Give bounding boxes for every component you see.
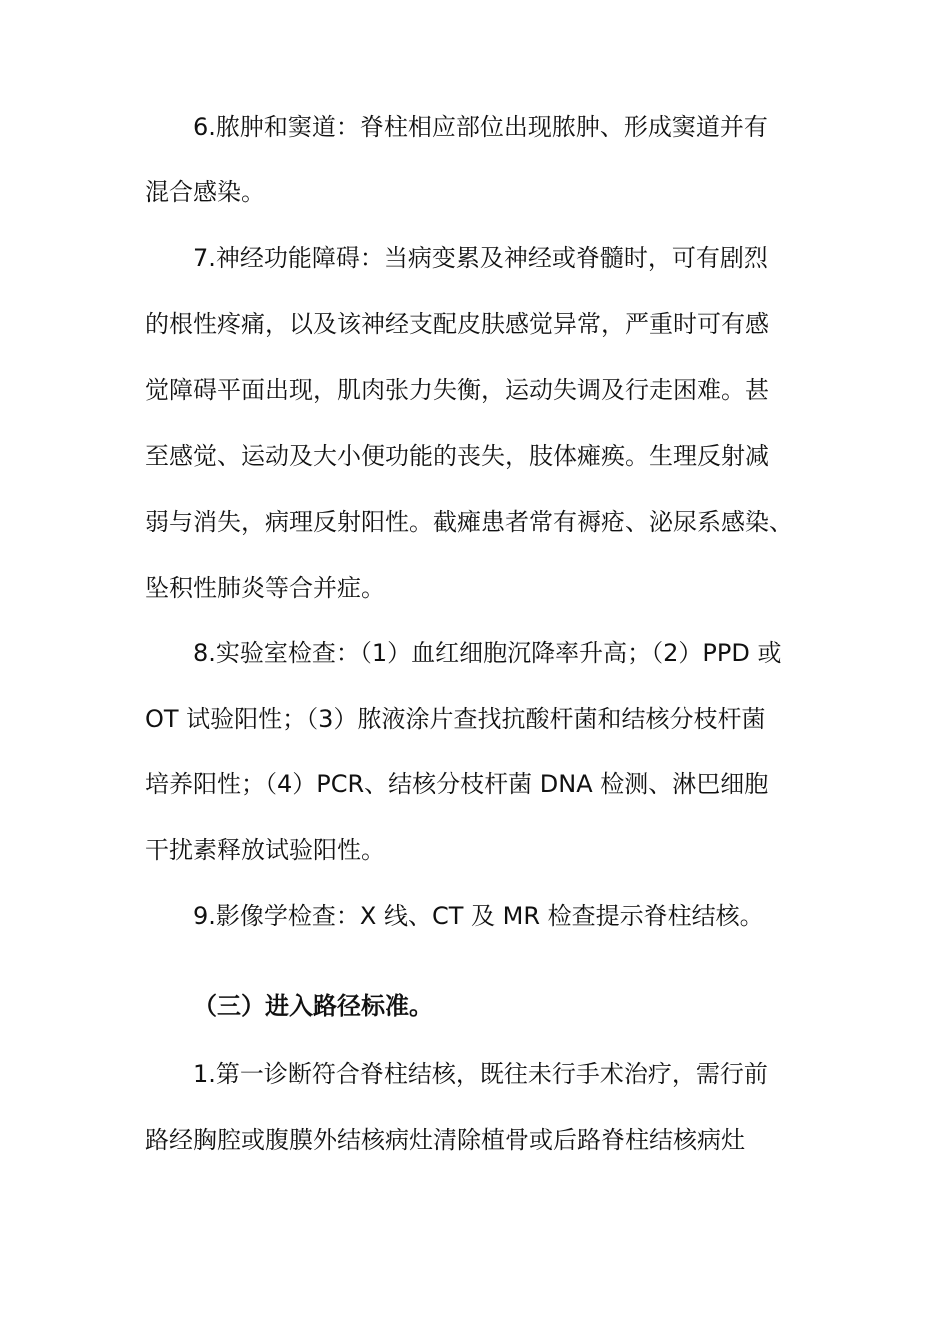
paragraph-8-line-1: 8.实验室检查：（1）血红细胞沉降率升高；（2）PPD 或: [193, 639, 782, 667]
paragraph-7-line-3: 觉障碍平面出现，肌肉张力失衡，运动失调及行走困难。甚: [145, 376, 769, 404]
paragraph-8-line-2: OT 试验阳性；（3）脓液涂片查找抗酸杆菌和结核分枝杆菌: [145, 705, 766, 733]
paragraph-7-line-1: 7.神经功能障碍：当病变累及神经或脊髓时，可有剧烈: [193, 244, 768, 272]
paragraph-1-line-1: 1.第一诊断符合脊柱结核，既往未行手术治疗，需行前: [193, 1060, 768, 1088]
paragraph-9-line-1: 9.影像学检查：X 线、CT 及 MR 检查提示脊柱结核。: [193, 902, 764, 930]
paragraph-8-line-3: 培养阳性；（4）PCR、结核分枝杆菌 DNA 检测、淋巴细胞: [145, 770, 769, 798]
paragraph-7-line-4: 至感觉、运动及大小便功能的丧失，肢体瘫痪。生理反射减: [145, 442, 769, 470]
paragraph-7-line-2: 的根性疼痛，以及该神经支配皮肤感觉异常，严重时可有感: [145, 310, 769, 338]
paragraph-1-line-2: 路经胸腔或腹膜外结核病灶清除植骨或后路脊柱结核病灶: [145, 1126, 745, 1154]
section-heading: （三）进入路径标准。: [193, 992, 433, 1020]
paragraph-7-line-6: 坠积性肺炎等合并症。: [145, 574, 385, 602]
paragraph-8-line-4: 干扰素释放试验阳性。: [145, 836, 385, 864]
paragraph-6-line-2: 混合感染。: [145, 178, 265, 206]
paragraph-7-line-5: 弱与消失，病理反射阳性。截瘫患者常有褥疮、泌尿系感染、: [145, 508, 793, 536]
paragraph-6-line-1: 6.脓肿和窦道：脊柱相应部位出现脓肿、形成窦道并有: [193, 113, 768, 141]
